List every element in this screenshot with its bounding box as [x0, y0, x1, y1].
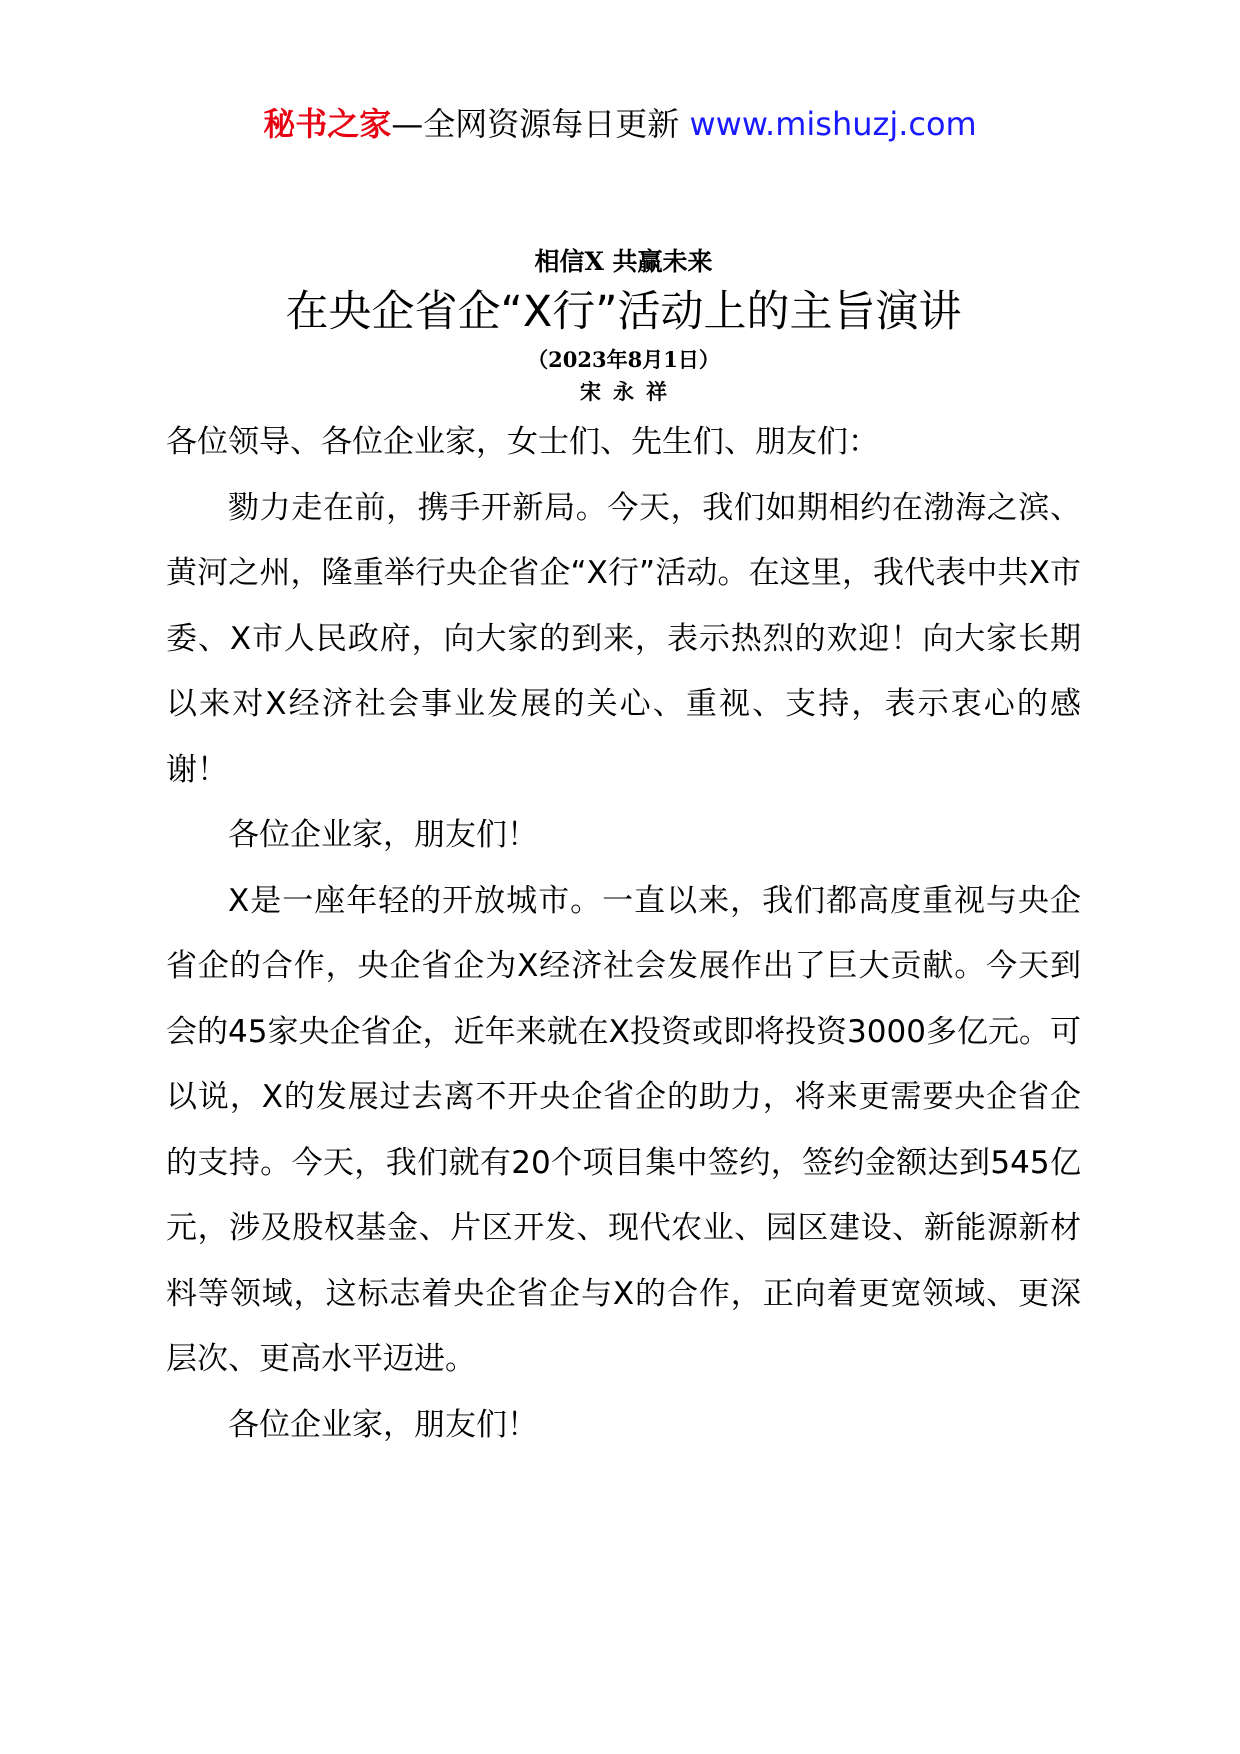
document-subtitle: 相信X 共赢未来: [534, 247, 713, 276]
paragraph: X是一座年轻的开放城市。一直以来，我们都高度重视与央企省企的合作，央企省企为X经济社会发展作出了巨大贡献。今天到会的45家央企省企，近年来就在X投资或即将投资3000多亿元。可以说，X的发展过去离不开央企省企的助力，将来更需要央企省企的支持。今天，我们就有20个项目集中签约，签约金额达到545亿元，涉及股权基金、片区开发、现代农业、园区建设、新能源新材料等领域，这标志着央企省企与X的合作，正向着更宽领域、更深层次、更高水平迈进。: [166, 882, 1081, 1377]
document-author: 宋永祥: [580, 379, 679, 404]
paragraph: 各位企业家，朋友们！: [228, 817, 538, 853]
site-header: [0, 100, 1240, 148]
paragraph: 勠力走在前，携手开新局。今天，我们如期相约在渤海之滨、黄河之州，隆重举行央企省企“X行”活动。在这里，我代表中共X市委、X市人民政府，向大家的到来，表示热烈的欢迎！向大家长期以来对X经济社会事业发展的关心、重视、支持，表示衷心的感谢！: [166, 489, 1081, 788]
document-date: （2023年8月1日）: [527, 347, 720, 372]
paragraph: 各位企业家，朋友们！: [228, 1406, 538, 1443]
document-page: [166, 244, 1081, 1458]
document-body: [166, 410, 1081, 1458]
brand-name: 秘书之家: [263, 105, 392, 143]
site-url-link[interactable]: www.mishuzj.com: [689, 105, 977, 143]
document-title: 在央企省企“X行”活动上的主旨演讲: [285, 287, 962, 337]
header-slogan: —全网资源每日更新: [391, 105, 680, 143]
salutation: 各位领导、各位企业家，女士们、先生们、朋友们：: [166, 424, 879, 460]
